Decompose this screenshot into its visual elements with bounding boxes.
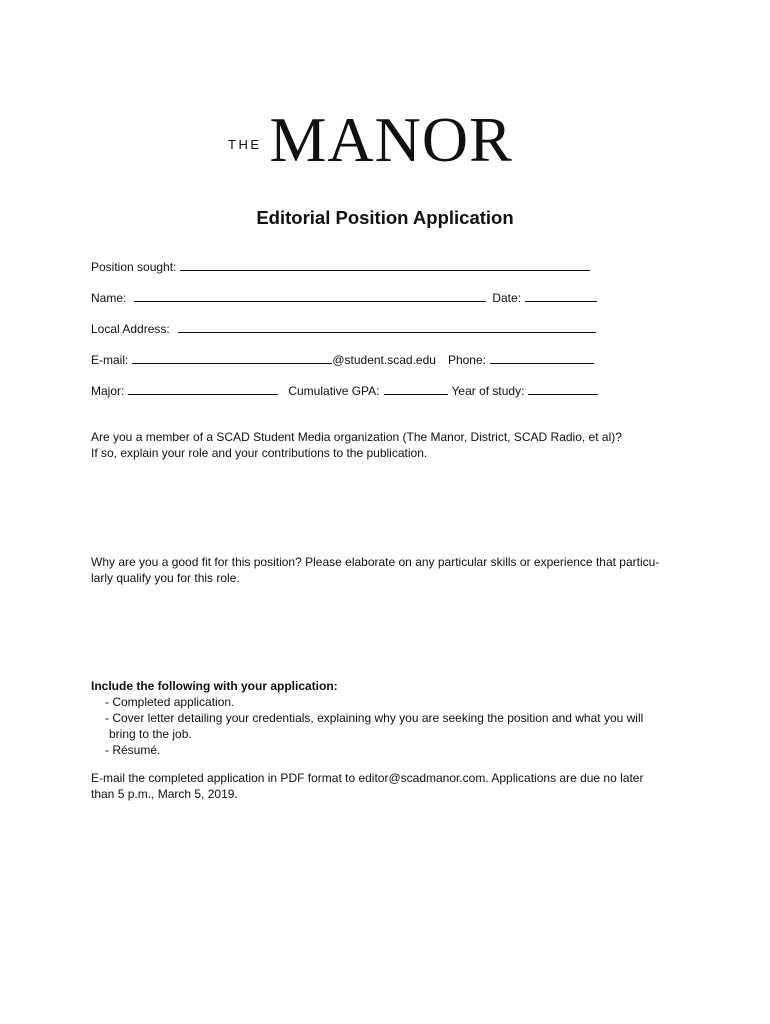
email-label: E-mail:	[91, 353, 129, 367]
question-fit-line2: larly qualify you for this role.	[91, 571, 240, 585]
address-blank[interactable]	[178, 321, 596, 333]
date-blank[interactable]	[525, 290, 597, 302]
major-row	[91, 383, 602, 398]
major-blank[interactable]	[128, 383, 278, 395]
email-row	[91, 352, 598, 367]
page-title: Editorial Position Application	[256, 207, 514, 228]
logo-the-text: THE	[228, 137, 262, 152]
name-row	[91, 290, 601, 305]
email-blank[interactable]	[132, 352, 332, 364]
phone-label: Phone:	[447, 353, 486, 367]
the-manor-logo	[228, 104, 513, 175]
date-label: Date:	[492, 291, 522, 305]
question-fit-line1: Why are you a good fit for this position? Please elaborate on any particular skills or experience that particu-	[91, 555, 660, 569]
position-blank[interactable]	[180, 259, 590, 271]
major-label: Major:	[91, 384, 125, 398]
include-item-application: - Completed application.	[105, 695, 235, 709]
include-heading: Include the following with your application:	[91, 679, 338, 693]
position-row	[91, 259, 594, 274]
question-fit	[91, 554, 659, 586]
name-label: Name:	[91, 291, 127, 305]
submission-line1: E-mail the completed application in PDF format to editor@scadmanor.com. Applications are due no later	[91, 771, 644, 785]
email-suffix: @student.scad.edu	[332, 353, 436, 367]
include-item-cover-letter-cont: bring to the job.	[109, 727, 192, 741]
submission-line2: than 5 p.m., March 5, 2019.	[91, 787, 238, 801]
phone-blank[interactable]	[490, 352, 594, 364]
question-membership	[91, 429, 622, 461]
gpa-label: Cumulative GPA:	[288, 384, 380, 398]
question-membership-line2: If so, explain your role and your contributions to the publication.	[91, 446, 428, 460]
address-row	[91, 321, 600, 336]
logo-manor-text: MANOR	[269, 104, 513, 175]
question-membership-line1: Are you a member of a SCAD Student Media organization (The Manor, District, SCAD Radio, et al)?	[91, 430, 622, 444]
include-item-resume: - Résumé.	[105, 743, 161, 757]
gpa-blank[interactable]	[384, 383, 448, 395]
year-label: Year of study:	[451, 384, 525, 398]
name-blank[interactable]	[134, 290, 486, 302]
position-label: Position sought:	[91, 260, 177, 274]
address-label: Local Address:	[91, 322, 170, 336]
submission-instructions	[91, 770, 643, 802]
include-section	[91, 678, 643, 758]
year-blank[interactable]	[528, 383, 598, 395]
include-item-cover-letter: - Cover letter detailing your credentials, explaining why you are seeking the position and what you will	[105, 711, 644, 725]
